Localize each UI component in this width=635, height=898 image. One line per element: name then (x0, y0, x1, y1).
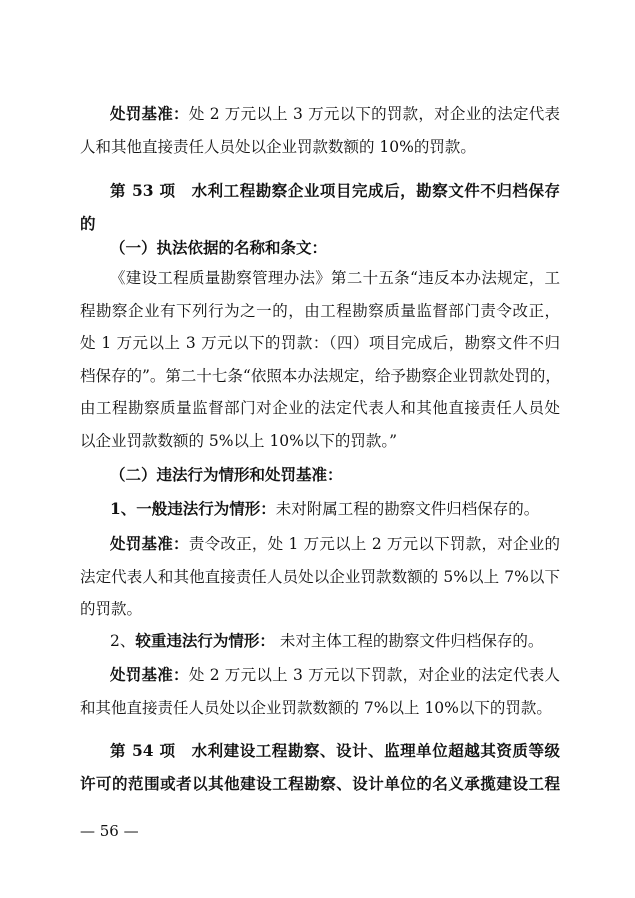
bold-text: （一）执法依据的名称和条文： (110, 238, 328, 257)
body-text: 未对附属工程的勘察文件归档保存的。 (275, 500, 540, 518)
bold-text: 处罚基准： (110, 534, 189, 553)
p2-line (80, 332, 560, 354)
body-text: 处 2 万元以上 3 万元以下的罚款，对企业的法定代表 (188, 105, 560, 123)
bold-text: 1、一般违法行为情形： (110, 499, 276, 518)
bold-text: 处罚基准： (110, 104, 189, 123)
p4-line (80, 566, 560, 588)
p1-line (110, 103, 560, 125)
body-text: 人和其他直接责任人员处以企业罚款数额的 10%的罚款。 (80, 137, 476, 156)
body-text: 责令改正，处 1 万元以上 2 万元以下罚款，对企业的 (188, 535, 560, 553)
body-text: 档保存的”。第二十七条“依照本办法规定，给予勘察企业罚款处罚的， (80, 366, 561, 385)
item54-line (110, 740, 560, 762)
p5-line (110, 630, 560, 652)
bold-text: 较重违法行为情形： (135, 631, 275, 650)
body-text: 由工程勘察质量监督部门对企业的法定代表人和其他直接责任人员处 (80, 399, 560, 417)
bold-text: 许可的范围或者以其他建设工程勘察、设计单位的名义承揽建设工程 (80, 773, 560, 793)
p3-line (110, 498, 560, 520)
item53-line (80, 213, 560, 235)
body-text: 和其他直接责任人员处以企业罚款数额的 7%以上 10%以下的罚款。 (80, 698, 552, 717)
p4-line (80, 598, 560, 620)
p4-line (110, 533, 560, 555)
body-text: 处 2 万元以上 3 万元以下罚款，对企业的法定代表人 (188, 666, 560, 684)
bold-text: （二）违法行为情形和处罚基准： (110, 465, 343, 484)
bold-text: 的 (80, 213, 96, 233)
p1-line (80, 136, 560, 158)
p2-line (110, 267, 560, 289)
bold-text: 处罚基准： (110, 665, 189, 684)
body-text: 《建设工程质量勘察管理办法》第二十五条“违反本办法规定，工 (110, 269, 560, 287)
body-text: 法定代表人和其他直接责任人员处以企业罚款数额的 5%以上 7%以下 (80, 567, 560, 586)
p6-line (80, 697, 560, 719)
bold-text: 第 54 项 水利建设工程勘察、设计、监理单位超越其资质等级 (110, 741, 560, 760)
body-text: 程勘察企业有下列行为之一的，由工程勘察质量监督部门责令改正， (80, 301, 560, 320)
body-text: 处 1 万元以上 3 万元以下的罚款：（四）项目完成后，勘察文件不归 (80, 334, 560, 352)
item54-line (80, 773, 560, 795)
body-text: 2、 (110, 632, 136, 650)
h2-line (110, 464, 560, 486)
p2-line (80, 365, 560, 387)
p6-line (110, 664, 560, 686)
p2-line (80, 300, 560, 322)
p2-line (80, 397, 560, 419)
h1-line (110, 237, 560, 259)
item53-line (110, 180, 560, 202)
body-text: 以企业罚款数额的 5%以上 10%以下的罚款。” (80, 431, 398, 450)
bold-text: 第 53 项 水利工程勘察企业项目完成后，勘察文件不归档保存 (110, 181, 560, 200)
body-text: 未对主体工程的勘察文件归档保存的。 (274, 632, 544, 650)
body-text: 的罚款。 (80, 600, 143, 618)
page-number: — 56 — (80, 822, 139, 840)
p2-line (80, 430, 560, 452)
